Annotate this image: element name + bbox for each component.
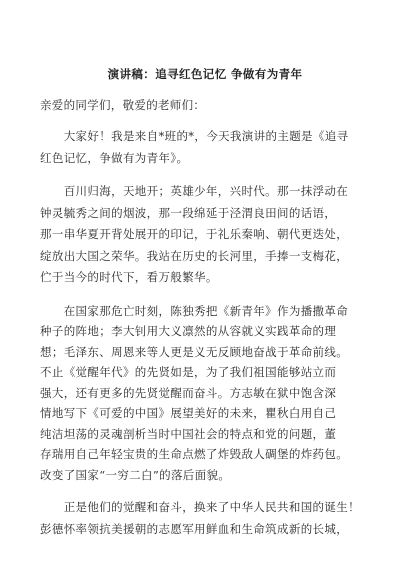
text-line: 正是他们的觉醒和奋斗，换来了中华人民共和国的诞生！ [40,500,360,514]
text-line: 红色记忆，争做有为青年》。 [40,150,189,165]
text-line: 改变了国家“一穷二白”的落后面貌。 [40,467,231,482]
text-line: 纯洁坦荡的灵魂剖析当时中国社会的特点和党的问题，董 [40,426,337,441]
text-line: 情地写下《可爱的中国》展望美好的未来，瞿秋白用自己 [40,406,337,420]
text-line: 钟灵毓秀之间的烟波，那一段绵延于泾渭良田间的话语， [40,205,337,220]
paragraph-greeting [40,126,370,169]
text-line: 种子的阵地；李大钊用大义凛然的从容就义实践革命的理 [40,324,337,338]
document-title: 演讲稿：追寻红色记忆 争做有为青年 [107,67,303,81]
text-line: 在国家那危亡时刻，陈独秀把《新青年》作为播撒革命 [40,303,349,318]
text-line: 大家好！我是来自*班的*，今天我演讲的主题是《追寻 [40,129,349,143]
text-line: 强大，还有更多的先贤觉醒而奋斗。方志敏在狱中饱含深 [40,385,337,400]
text-line: 那一串华夏开背处展开的印记，于礼乐秦响、朝代更迭处， [40,227,349,241]
paragraph-history [40,181,370,289]
paragraph-revolutionaries [40,301,370,486]
text-line: 存瑞用自己年轻宝贵的生命点燃了炸毁敌人碉堡的炸药包。 [40,447,349,461]
text-line: 绽放出大国之荣华。我站在历史的长河里，手捧一支梅花， [40,248,349,263]
paragraph-struggle [40,497,370,540]
text-line: 不止《觉醒年代》的先贤如是，为了我们祖国能够站立而 [40,365,337,379]
text-line: 想；毛泽东、周恩来等人更是义无反顾地奋战于革命前线。 [40,344,349,359]
salutation: 亲爱的同学们，敬爱的老师们： [40,98,206,112]
text-line: 伫于当今的时代下，看万般繁华。 [40,270,218,284]
text-line: 彭德怀率领抗美援朝的志愿军用鲜血和生命筑成新的长城， [40,521,349,536]
text-line: 百川归海，天地开；英雄少年，兴时代。那一抹浮动在 [40,184,349,198]
